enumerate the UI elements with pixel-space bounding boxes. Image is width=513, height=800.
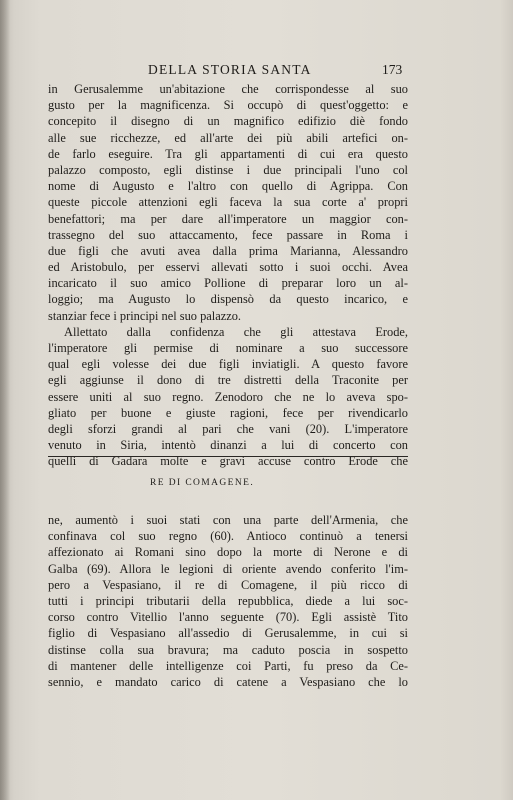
- text-line: stanziar fece i principi nel suo palazzo.: [48, 308, 241, 323]
- text-line: Galba (69). Allora le legioni di oriente avendo conferito l'im-: [48, 561, 408, 576]
- text-line: gliato per buone e giuste ragioni, fece per rivendicarlo: [48, 405, 408, 420]
- section-heading: RE DI COMAGENE.: [150, 478, 255, 488]
- text-line: quelli di Gadara molte e gravi accuse contro Erode che: [48, 454, 408, 469]
- text-line-paragraph-start: Allettato dalla confidenza che gli attestava Erode,: [64, 324, 408, 339]
- text-line: tutti i principi tributarii della repubblica, diede a lui soc-: [48, 593, 408, 608]
- text-line: loggio; ma Augusto lo dispensò da questo incarico, e: [48, 292, 408, 307]
- text-line: essere uniti al suo regno. Zenodoro che ne lo aveva spo-: [48, 389, 408, 404]
- text-line: venuto in Siria, intentò dinanzi a lui di concerto con: [48, 438, 408, 453]
- text-line: palazzo composto, egli distinse i due principali l'uno col: [48, 162, 408, 177]
- text-line: concepito il disegno di un magnifico edifizio diè fondo: [48, 114, 408, 129]
- text-line: in Gerusalemme un'abitazione che corrispondesse al suo: [48, 82, 408, 96]
- running-title: DELLA STORIA SANTA: [148, 62, 312, 77]
- text-line: ed Aristobulo, per esservi allevati sotto i suoi occhi. Avea: [48, 260, 408, 275]
- text-line: egli aggiunse il dono di tre distretti della Traconite per: [48, 373, 408, 388]
- gutter-shadow: [0, 0, 10, 800]
- text-line: l'imperatore gli permise di nominare a suo successore: [48, 341, 408, 355]
- text-line: distinse colla sua bravura; ma caduto poscia in sospetto: [48, 642, 408, 657]
- page-number: 173: [382, 62, 403, 77]
- section-divider: [48, 456, 408, 457]
- text-line: nome di Augusto e l'altro con quello di Agrippa. Con: [48, 179, 408, 194]
- main-text-block: [48, 81, 408, 470]
- note-text-block: [48, 512, 408, 690]
- text-line: benefattori; ma per dare all'imperatore un maggior con-: [48, 211, 408, 226]
- text-line: figlio di Vespasiano all'assedio di Gerusalemme, in cui si: [48, 626, 408, 641]
- text-line: due figli che avuti avea dalla prima Marianna, Alessandro: [48, 243, 408, 258]
- text-line: confinava col suo regno (60). Antioco continuò a tenersi: [48, 529, 408, 544]
- text-line: de farlo eseguire. Tra gli appartamenti di cui era questo: [48, 146, 408, 161]
- text-line: gusto per la magnificenza. Si occupò di quest'oggetto: e: [48, 98, 408, 113]
- text-line: alle sue ricchezze, ed all'arte dei più abili artefici on-: [48, 130, 408, 145]
- text-line: qual egli volesse dei due figli inviatigli. A questo favore: [48, 357, 408, 372]
- text-line: queste piccole attenzioni egli faceva la sua corte a' propri: [48, 195, 408, 210]
- text-line: degli sforzi grandi al pari che vani (20). L'imperatore: [48, 421, 408, 436]
- text-line: pero a Vespasiano, il re di Comagene, il più ricco di: [48, 577, 408, 592]
- text-line: ne, aumentò i suoi stati con una parte dell'Armenia, che: [48, 513, 408, 527]
- text-line: incaricato il suo amico Pollione di preparar loro un al-: [48, 276, 408, 291]
- text-line: corso contro Vitellio l'anno seguente (70). Egli assistè Tito: [48, 610, 408, 625]
- text-line: trassegno del suo attaccamento, fece passare in Roma i: [48, 227, 408, 242]
- text-line: di mantener delle intelligenze coi Parti, fu preso da Ce-: [48, 658, 408, 673]
- text-line: sennio, e mandato carico di catene a Vespasiano che lo: [48, 674, 408, 689]
- text-line: affezionato ai Romani sino dopo la morte di Nerone e di: [48, 545, 408, 560]
